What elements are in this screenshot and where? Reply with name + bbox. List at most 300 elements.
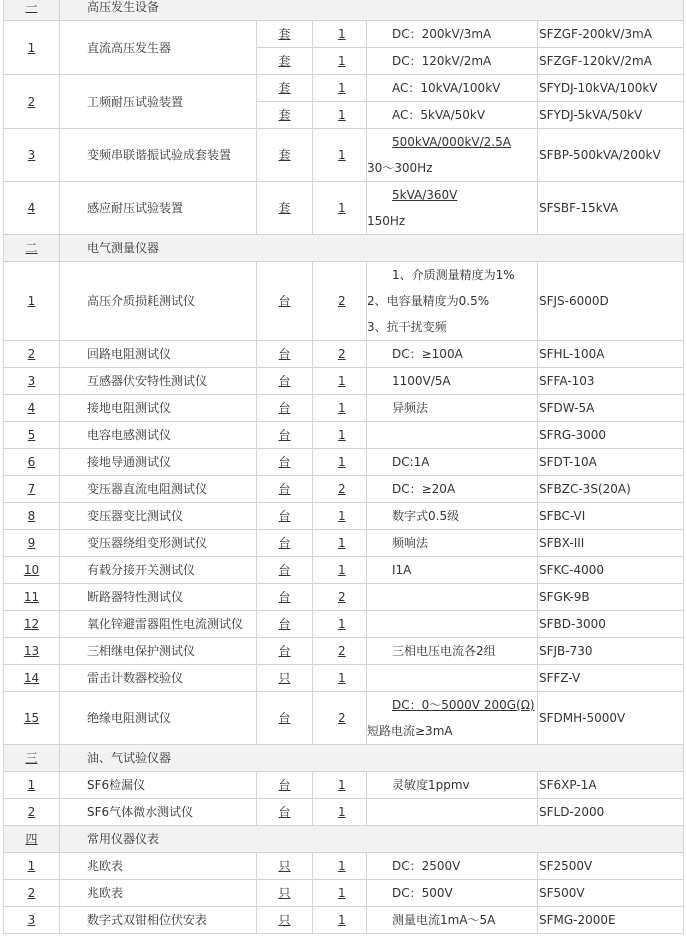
spec-text: AC：10kVA/100kV	[392, 81, 501, 95]
spec-text: 测量电流1mA～5A	[392, 913, 496, 927]
quantity-cell	[313, 584, 367, 611]
unit-cell	[257, 692, 313, 745]
unit-cell	[257, 907, 313, 934]
spec-cell	[367, 129, 538, 182]
section-number-cell	[4, 235, 60, 262]
table-row	[4, 530, 684, 557]
unit-link[interactable]: 台	[278, 455, 291, 469]
item-number-link[interactable]: 3	[27, 374, 36, 388]
item-number-link[interactable]: 8	[27, 509, 36, 523]
unit-link[interactable]: 台	[278, 711, 291, 725]
spec-cell	[367, 665, 538, 692]
unit-cell	[257, 557, 313, 584]
item-number-link[interactable]: 3	[27, 148, 36, 162]
unit-cell	[257, 665, 313, 692]
item-number-cell	[4, 530, 60, 557]
model-cell: SFBD-3000	[538, 611, 684, 638]
quantity-cell	[313, 182, 367, 235]
quantity-link[interactable]: 2	[338, 590, 346, 604]
spec-text: DC:1A	[392, 455, 430, 469]
unit-link[interactable]: 台	[278, 805, 291, 819]
spec-cell	[367, 611, 538, 638]
table-row	[4, 799, 684, 826]
quantity-cell	[313, 422, 367, 449]
item-number-link[interactable]: 13	[23, 644, 40, 658]
item-number-link[interactable]: 15	[23, 711, 40, 725]
spec-text: 1100V/5A	[392, 374, 451, 388]
spec-text: DC：≥20A	[392, 482, 456, 496]
model-cell: SFZGF-200kV/3mA	[538, 21, 684, 48]
unit-link[interactable]: 台	[278, 590, 291, 604]
item-name: 工频耐压试验装置	[60, 75, 257, 129]
item-name: 变压器直流电阻测试仪	[60, 476, 257, 503]
unit-cell	[257, 48, 313, 75]
spec-text: 数字式0.5级	[392, 509, 460, 523]
unit-link[interactable]: 台	[278, 563, 291, 577]
item-name: SF6检漏仪	[60, 772, 257, 799]
spec-text: AC：5kVA/50kV	[392, 108, 486, 122]
spec-line: 短路电流≥3mA	[367, 724, 453, 738]
item-name: 变压器变比测试仪	[60, 503, 257, 530]
item-number-cell	[4, 692, 60, 745]
model-cell: SF6XP-1A	[538, 772, 684, 799]
model-cell: SFDMH-5000V	[538, 692, 684, 745]
item-number-link[interactable]: 4	[27, 201, 36, 215]
quantity-link[interactable]: 1	[338, 671, 346, 685]
spec-cell	[367, 692, 538, 745]
item-name: 感应耐压试验装置	[60, 182, 257, 235]
item-number-cell	[4, 907, 60, 934]
spec-text	[367, 590, 392, 604]
unit-link[interactable]: 台	[278, 778, 291, 792]
item-name: 互感器伏安特性测试仪	[60, 368, 257, 395]
spec-line: 500kVA/000kV/2.5A	[392, 135, 511, 149]
model-cell: SFJB-730	[538, 638, 684, 665]
item-number-cell	[4, 395, 60, 422]
quantity-link[interactable]: 2	[338, 482, 346, 496]
quantity-link[interactable]: 1	[338, 617, 346, 631]
quantity-cell	[313, 665, 367, 692]
section-title: 常用仪器仪表	[60, 826, 684, 853]
table-row	[4, 75, 684, 102]
item-name: 电容电感测试仪	[60, 422, 257, 449]
section-title: 电气测量仪器	[60, 235, 684, 262]
item-number-cell	[4, 799, 60, 826]
table-row	[4, 557, 684, 584]
spec-cell	[367, 102, 538, 129]
table-row	[4, 853, 684, 880]
item-name: 变频串联谐振试验成套装置	[60, 129, 257, 182]
item-name: SF6气体微水测试仪	[60, 799, 257, 826]
item-name: 直流高压发生器	[60, 21, 257, 75]
quantity-cell	[313, 772, 367, 799]
quantity-cell	[313, 449, 367, 476]
spec-cell	[367, 880, 538, 907]
item-number-link[interactable]: 12	[23, 617, 40, 631]
model-cell: SFRG-3000	[538, 422, 684, 449]
model-cell: SFMG-2000E	[538, 907, 684, 934]
quantity-cell	[313, 557, 367, 584]
quantity-link[interactable]: 1	[338, 428, 346, 442]
item-name: 有载分接开关测试仪	[60, 557, 257, 584]
item-number-cell	[4, 449, 60, 476]
spec-cell	[367, 557, 538, 584]
quantity-cell	[313, 503, 367, 530]
model-cell: SFYDJ-10kVA/100kV	[538, 75, 684, 102]
item-number-link[interactable]: 5	[27, 428, 36, 442]
table-row	[4, 262, 684, 341]
item-name: 绝缘电阻测试仪	[60, 692, 257, 745]
model-cell: SFZGF-120kV/2mA	[538, 48, 684, 75]
equipment-table	[3, 0, 684, 934]
model-cell: SFLD-2000	[538, 799, 684, 826]
item-number-link[interactable]: 2	[27, 805, 36, 819]
unit-link[interactable]: 台	[278, 482, 291, 496]
section-title: 高压发生设备	[60, 0, 684, 21]
quantity-cell	[313, 530, 367, 557]
quantity-cell	[313, 21, 367, 48]
section-title: 油、气试验仪器	[60, 745, 684, 772]
quantity-link[interactable]: 1	[338, 148, 346, 162]
spec-cell	[367, 476, 538, 503]
table-row	[4, 665, 684, 692]
spec-cell	[367, 799, 538, 826]
quantity-link[interactable]: 1	[338, 27, 346, 41]
spec-line: DC：0～5000V 200G(Ω)	[392, 698, 535, 712]
spec-text: 异频法	[392, 401, 429, 415]
quantity-cell	[313, 611, 367, 638]
quantity-link[interactable]: 2	[338, 711, 346, 725]
table-row	[4, 476, 684, 503]
model-cell: SFJS-6000D	[538, 262, 684, 341]
item-name: 高压介质损耗测试仪	[60, 262, 257, 341]
table-row	[4, 611, 684, 638]
spec-line: 1、介质测量精度为1%	[392, 268, 515, 282]
table-row	[4, 182, 684, 235]
spec-text: DC：≥100A	[392, 347, 463, 361]
item-name: 接地电阻测试仪	[60, 395, 257, 422]
item-name: 兆欧表	[60, 880, 257, 907]
spec-text	[367, 617, 392, 631]
quantity-link[interactable]: 1	[338, 108, 346, 122]
section-number[interactable]: 一	[25, 0, 38, 14]
unit-cell	[257, 476, 313, 503]
unit-cell	[257, 395, 313, 422]
item-name: 数字式双钳相位伏安表	[60, 907, 257, 934]
quantity-link[interactable]: 1	[338, 536, 346, 550]
spec-text	[367, 428, 392, 442]
item-number-cell	[4, 638, 60, 665]
quantity-link[interactable]: 1	[338, 563, 346, 577]
unit-cell	[257, 638, 313, 665]
spec-cell	[367, 182, 538, 235]
item-number-link[interactable]: 1	[27, 778, 36, 792]
quantity-cell	[313, 476, 367, 503]
unit-cell	[257, 853, 313, 880]
quantity-link[interactable]: 1	[338, 455, 346, 469]
quantity-link[interactable]: 1	[338, 201, 346, 215]
spec-cell	[367, 48, 538, 75]
section-number-cell	[4, 745, 60, 772]
model-cell: SFGK-9B	[538, 584, 684, 611]
unit-link[interactable]: 套	[278, 108, 291, 122]
unit-cell	[257, 530, 313, 557]
unit-link[interactable]: 只	[278, 886, 291, 900]
spec-text: DC：2500V	[392, 859, 461, 873]
unit-link[interactable]: 台	[278, 347, 291, 361]
unit-link[interactable]: 套	[278, 201, 291, 215]
quantity-cell	[313, 907, 367, 934]
spec-line: 30～300Hz	[367, 161, 433, 175]
section-row	[4, 0, 684, 21]
unit-cell	[257, 75, 313, 102]
item-name: 变压器绕组变形测试仪	[60, 530, 257, 557]
table-row	[4, 584, 684, 611]
unit-cell	[257, 422, 313, 449]
spec-cell	[367, 368, 538, 395]
spec-text: 三相电压电流各2组	[392, 644, 496, 658]
quantity-link[interactable]: 1	[338, 805, 346, 819]
unit-link[interactable]: 台	[278, 617, 291, 631]
section-number-cell	[4, 826, 60, 853]
quantity-link[interactable]: 1	[338, 859, 346, 873]
section-number[interactable]: 三	[25, 751, 38, 765]
spec-text: I1A	[392, 563, 412, 577]
section-number-cell	[4, 0, 60, 21]
spec-text	[367, 671, 392, 685]
unit-link[interactable]: 台	[278, 509, 291, 523]
unit-cell	[257, 772, 313, 799]
quantity-link[interactable]: 1	[338, 54, 346, 68]
spec-cell	[367, 503, 538, 530]
item-number-link[interactable]: 1	[27, 294, 36, 308]
item-number-cell	[4, 262, 60, 341]
quantity-cell	[313, 692, 367, 745]
item-number-link[interactable]: 6	[27, 455, 36, 469]
item-number-cell	[4, 129, 60, 182]
item-number-cell	[4, 584, 60, 611]
item-number-cell	[4, 503, 60, 530]
quantity-link[interactable]: 1	[338, 886, 346, 900]
item-name: 氧化锌避雷器阻性电流测试仪	[60, 611, 257, 638]
item-number-cell	[4, 182, 60, 235]
unit-link[interactable]: 台	[278, 401, 291, 415]
quantity-cell	[313, 129, 367, 182]
unit-link[interactable]: 台	[278, 644, 291, 658]
model-cell: SFDT-10A	[538, 449, 684, 476]
spec-cell	[367, 449, 538, 476]
quantity-cell	[313, 262, 367, 341]
spec-line: 150Hz	[367, 214, 406, 228]
unit-cell	[257, 262, 313, 341]
unit-link[interactable]: 套	[278, 148, 291, 162]
section-row	[4, 826, 684, 853]
unit-cell	[257, 182, 313, 235]
item-number-cell	[4, 341, 60, 368]
unit-cell	[257, 449, 313, 476]
item-number-cell	[4, 21, 60, 75]
model-cell: SFDW-5A	[538, 395, 684, 422]
spec-cell	[367, 395, 538, 422]
quantity-cell	[313, 341, 367, 368]
unit-link[interactable]: 套	[278, 81, 291, 95]
unit-cell	[257, 611, 313, 638]
item-number-cell	[4, 476, 60, 503]
table-row	[4, 503, 684, 530]
quantity-link[interactable]: 1	[338, 374, 346, 388]
unit-cell	[257, 584, 313, 611]
spec-line: 5kVA/360V	[392, 188, 458, 202]
model-cell: SFHL-100A	[538, 341, 684, 368]
item-number-link[interactable]: 2	[27, 886, 36, 900]
item-number-cell	[4, 611, 60, 638]
table-row	[4, 422, 684, 449]
quantity-link[interactable]: 1	[338, 401, 346, 415]
quantity-link[interactable]: 1	[338, 778, 346, 792]
unit-link[interactable]: 台	[278, 374, 291, 388]
table-row	[4, 449, 684, 476]
spec-cell	[367, 584, 538, 611]
quantity-cell	[313, 75, 367, 102]
quantity-cell	[313, 853, 367, 880]
table-row	[4, 638, 684, 665]
item-number-link[interactable]: 2	[27, 94, 36, 109]
item-number-cell	[4, 422, 60, 449]
model-cell: SF500V	[538, 880, 684, 907]
model-cell: SFBX-III	[538, 530, 684, 557]
spec-text: 灵敏度1ppmv	[392, 778, 470, 792]
model-cell: SFBP-500kVA/200kV	[538, 129, 684, 182]
unit-cell	[257, 503, 313, 530]
quantity-link[interactable]: 1	[338, 913, 346, 927]
item-number-link[interactable]: 1	[27, 859, 36, 873]
model-cell: SFBZC-3S(20A)	[538, 476, 684, 503]
table-row	[4, 368, 684, 395]
unit-cell	[257, 102, 313, 129]
item-number-link[interactable]: 10	[23, 563, 40, 577]
item-number-link[interactable]: 7	[27, 482, 36, 496]
model-cell: SF2500V	[538, 853, 684, 880]
unit-cell	[257, 21, 313, 48]
unit-link[interactable]: 套	[278, 27, 291, 41]
item-number-cell	[4, 853, 60, 880]
model-cell: SFKC-4000	[538, 557, 684, 584]
unit-link[interactable]: 只	[278, 671, 291, 685]
item-number-cell	[4, 665, 60, 692]
quantity-cell	[313, 880, 367, 907]
spec-line: 2、电容量精度为0.5%	[367, 294, 490, 308]
model-cell: SFFZ-V	[538, 665, 684, 692]
item-name: 兆欧表	[60, 853, 257, 880]
item-number-link[interactable]: 9	[27, 536, 36, 550]
item-number-link[interactable]: 4	[27, 401, 36, 415]
item-number-link[interactable]: 1	[27, 40, 36, 55]
section-number[interactable]: 四	[25, 832, 38, 846]
section-number[interactable]: 二	[25, 241, 38, 255]
item-number-cell	[4, 368, 60, 395]
quantity-cell	[313, 48, 367, 75]
quantity-cell	[313, 638, 367, 665]
spec-cell	[367, 341, 538, 368]
table-row	[4, 772, 684, 799]
item-name: 回路电阻测试仪	[60, 341, 257, 368]
spec-cell	[367, 907, 538, 934]
model-cell: SFYDJ-5kVA/50kV	[538, 102, 684, 129]
spec-cell	[367, 21, 538, 48]
unit-link[interactable]: 只	[278, 913, 291, 927]
quantity-link[interactable]: 2	[338, 644, 346, 658]
unit-link[interactable]: 只	[278, 859, 291, 873]
table-row	[4, 880, 684, 907]
spec-cell	[367, 853, 538, 880]
unit-cell	[257, 129, 313, 182]
unit-cell	[257, 880, 313, 907]
spec-cell	[367, 422, 538, 449]
quantity-link[interactable]: 2	[338, 294, 346, 308]
spec-text: DC：500V	[392, 886, 453, 900]
item-number-link[interactable]: 3	[27, 913, 36, 927]
table-row	[4, 341, 684, 368]
spec-text: 频响法	[392, 536, 429, 550]
quantity-cell	[313, 368, 367, 395]
table-row	[4, 692, 684, 745]
item-number-link[interactable]: 14	[23, 671, 40, 685]
quantity-cell	[313, 102, 367, 129]
unit-link[interactable]: 套	[278, 54, 291, 68]
spec-text	[367, 805, 392, 819]
spec-text: DC：200kV/3mA	[392, 27, 492, 41]
spec-text: DC：120kV/2mA	[392, 54, 492, 68]
quantity-link[interactable]: 1	[338, 509, 346, 523]
spec-cell	[367, 262, 538, 341]
item-number-cell	[4, 75, 60, 129]
section-row	[4, 235, 684, 262]
table-row	[4, 21, 684, 48]
section-row	[4, 745, 684, 772]
item-number-cell	[4, 880, 60, 907]
unit-cell	[257, 799, 313, 826]
table-row	[4, 907, 684, 934]
quantity-link[interactable]: 2	[338, 347, 346, 361]
model-cell: SFSBF-15kVA	[538, 182, 684, 235]
spec-line: 3、抗干扰变频	[367, 320, 447, 334]
unit-link[interactable]: 台	[278, 536, 291, 550]
model-cell: SFFA-103	[538, 368, 684, 395]
equipment-table-body	[4, 0, 684, 934]
spec-cell	[367, 772, 538, 799]
item-number-cell	[4, 557, 60, 584]
item-number-link[interactable]: 11	[23, 590, 40, 604]
quantity-cell	[313, 395, 367, 422]
item-number-link[interactable]: 2	[27, 347, 36, 361]
spec-cell	[367, 638, 538, 665]
table-row	[4, 395, 684, 422]
item-name: 雷击计数器校验仪	[60, 665, 257, 692]
spec-cell	[367, 530, 538, 557]
quantity-link[interactable]: 1	[338, 81, 346, 95]
item-name: 接地导通测试仪	[60, 449, 257, 476]
unit-link[interactable]: 台	[278, 294, 291, 308]
unit-cell	[257, 341, 313, 368]
quantity-cell	[313, 799, 367, 826]
unit-cell	[257, 368, 313, 395]
spec-cell	[367, 75, 538, 102]
model-cell: SFBC-VI	[538, 503, 684, 530]
unit-link[interactable]: 台	[278, 428, 291, 442]
table-row	[4, 129, 684, 182]
item-number-cell	[4, 772, 60, 799]
item-name: 三相继电保护测试仪	[60, 638, 257, 665]
